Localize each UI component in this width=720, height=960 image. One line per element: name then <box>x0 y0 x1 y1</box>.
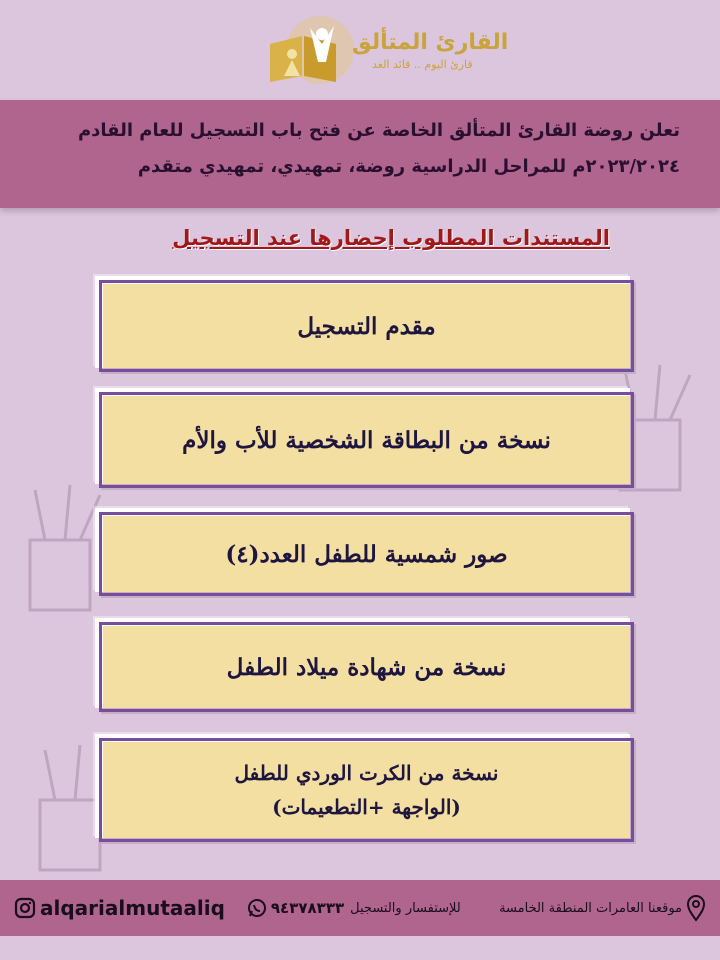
location-pin-icon <box>686 894 706 922</box>
document-text: نسخة من الكرت الوردي للطفل <box>234 761 499 785</box>
logo-slogan: قارئ اليوم .. قائد الغد <box>372 58 473 71</box>
documents-heading: المستندات المطلوب إحضارها عند التسجيل <box>172 226 610 250</box>
document-card <box>95 508 630 592</box>
announcement-line-1: تعلن روضة القارئ المتألق الخاصة عن فتح باب التسجيل للعام القادم <box>77 120 680 141</box>
document-card <box>95 618 630 708</box>
document-text: نسخة من البطاقة الشخصية للأب والأم <box>182 426 551 454</box>
instagram-icon <box>14 897 36 919</box>
document-text-note: (الواجهة +التطعيمات) <box>272 795 461 819</box>
phone-number: ٩٤٣٧٨٣٣٣ <box>270 899 345 917</box>
whatsapp-icon <box>247 898 267 918</box>
location-text: موقعنا العامرات المنطقة الخامسة <box>499 900 682 916</box>
inquiry-label: للإستفسار والتسجيل <box>350 900 461 916</box>
contact-footer <box>0 880 720 936</box>
instagram-handle[interactable]: alqarialmutaaliq <box>14 896 225 920</box>
location-info <box>499 894 706 922</box>
document-card <box>95 276 630 368</box>
announcement-banner <box>0 100 720 208</box>
logo-name: القارئ المتألق <box>352 30 509 55</box>
document-text: صور شمسية للطفل العدد(٤) <box>225 540 508 568</box>
document-text: مقدم التسجيل <box>297 312 436 340</box>
document-card <box>95 388 630 484</box>
document-card <box>95 734 630 838</box>
announcement-line-2: ٢٠٢٣/٢٠٢٤م للمراحل الدراسية روضة، تمهيدي، تمهيدي متقدم <box>137 156 680 177</box>
document-text: نسخة من شهادة ميلاد الطفل <box>226 653 507 681</box>
phone-contact[interactable] <box>247 898 461 918</box>
